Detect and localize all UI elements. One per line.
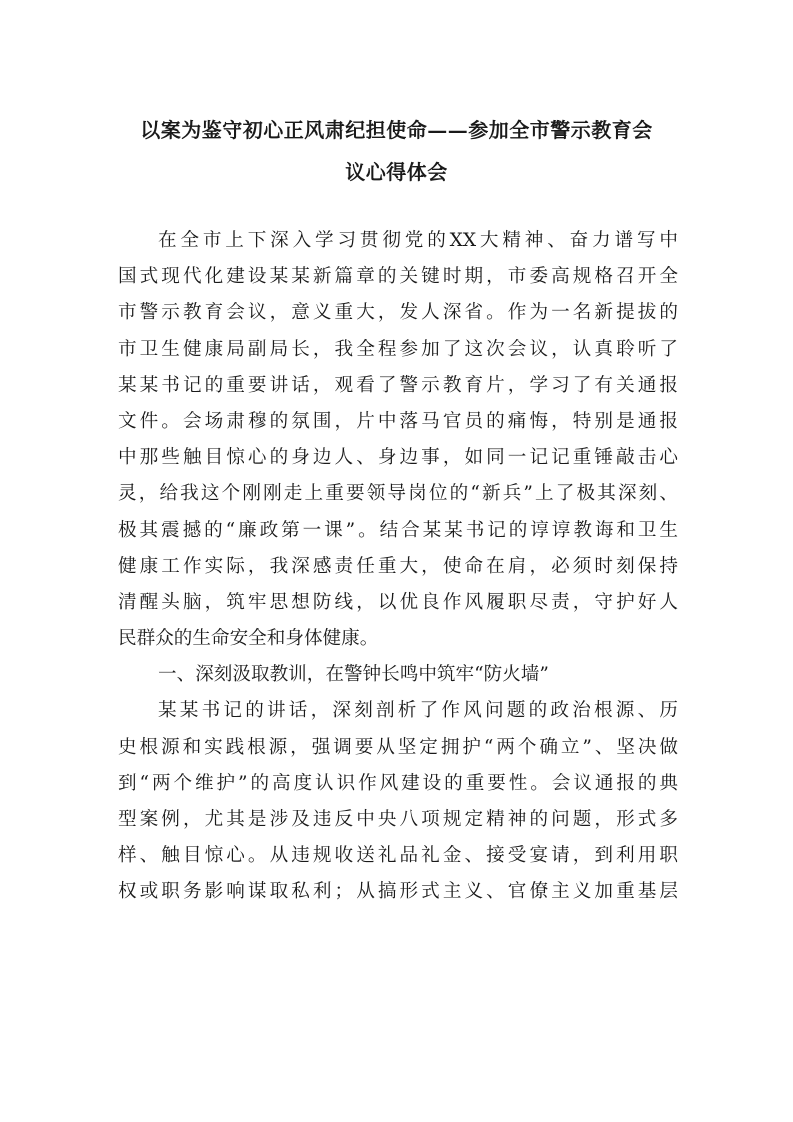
body-line: 某某书记的讲话，深刻剖析了作风问题的政治根源、历 <box>158 700 678 722</box>
body-line: 市警示教育会议，意义重大，发人深省。作为一名新提拔的 <box>118 302 678 324</box>
body-line: 极其震撼的“廉政第一课”。结合某某书记的谆谆教诲和卫生 <box>118 519 678 541</box>
body-line: 史根源和实践根源，强调要从坚定拥护“两个确立”、坚决做 <box>118 736 678 758</box>
section-heading: 一、深刻汲取教训，在警钟长鸣中筑牢“防火墙” <box>158 664 549 686</box>
body-line: 文件。会场肃穆的氛围，片中落马官员的痛悔，特别是通报 <box>118 410 678 432</box>
body-line: 某某书记的重要讲话，观看了警示教育片，学习了有关通报 <box>118 374 678 396</box>
body-line: 权或职务影响谋取私利；从搞形式主义、官僚主义加重基层 <box>118 881 678 903</box>
body-line: 到“两个维护”的高度认识作风建设的重要性。会议通报的典 <box>118 772 678 794</box>
body-line: 市卫生健康局副局长，我全程参加了这次会议，认真聆听了 <box>118 338 678 360</box>
body-line: 在全市上下深入学习贯彻党的XX大精神、奋力谱写中 <box>158 230 678 251</box>
body-line: 民群众的生命安全和身体健康。 <box>118 628 379 650</box>
document-title-line-2: 议心得体会 <box>345 160 448 184</box>
body-line: 国式现代化建设某某新篇章的关键时期，市委高规格召开全 <box>118 266 678 288</box>
document-body <box>118 223 678 911</box>
body-line: 灵，给我这个刚刚走上重要领导岗位的“新兵”上了极其深刻、 <box>118 483 678 505</box>
body-line: 型案例，尤其是涉及违反中央八项规定精神的问题，形式多 <box>118 809 678 830</box>
body-line: 清醒头脑，筑牢思想防线，以优良作风履职尽责，守护好人 <box>118 591 678 613</box>
body-line: 样、触目惊心。从违规收送礼品礼金、接受宴请，到利用职 <box>118 845 678 867</box>
body-line: 健康工作实际，我深感责任重大，使命在肩，必须时刻保持 <box>118 555 678 577</box>
body-line: 中那些触目惊心的身边人、身边事，如同一记记重锤敲击心 <box>118 447 678 469</box>
document-title-line-1: 以案为鉴守初心正风肃纪担使命——参加全市警示教育会 <box>140 118 653 142</box>
